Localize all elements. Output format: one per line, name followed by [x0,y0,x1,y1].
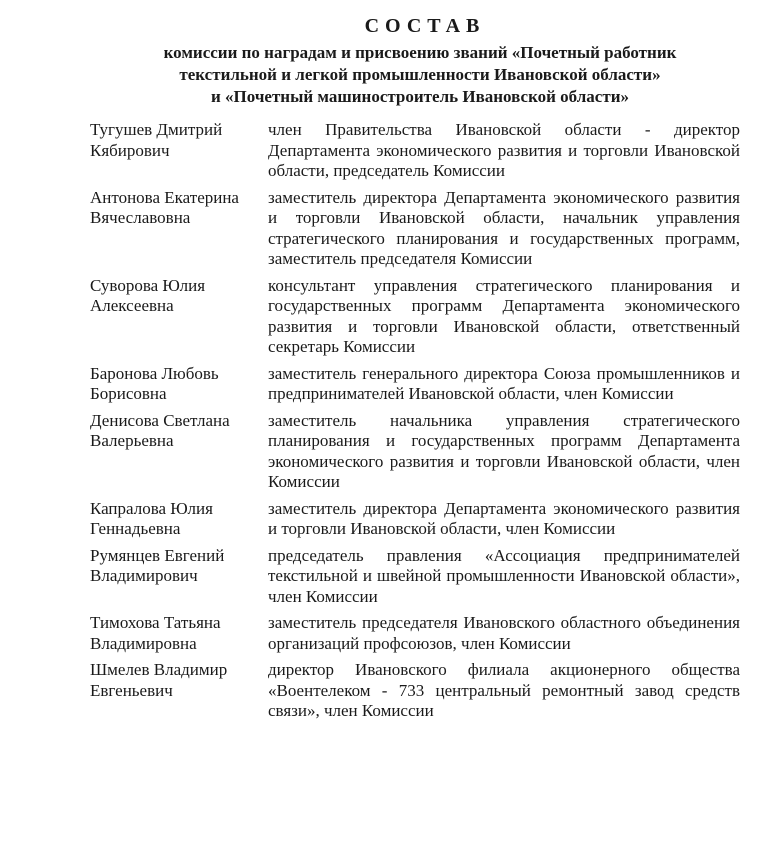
member-surname-first: Денисова Светлана [90,410,230,430]
member-name [90,411,268,452]
member-surname-first: Капралова Юлия [90,498,213,518]
member-name [90,613,268,654]
member-row [90,546,740,608]
member-patronymic: Евгеньевич [90,680,173,700]
member-row [90,276,740,358]
member-surname-first: Румянцев Евгений [90,545,225,565]
member-role: заместитель генерального директора Союза промышленников и предпринимателей Ивановской области, член Комиссии [268,363,740,403]
member-patronymic: Борисовна [90,384,167,403]
subtitle-line: комиссии по наградам и присвоению званий «Почетный работник [163,43,677,62]
member-patronymic: Кябирович [90,140,170,160]
member-name [90,276,268,317]
member-role: заместитель директора Департамента экономического развития и торговли Ивановской области, член Комиссии [268,498,740,538]
member-name [90,660,268,701]
document-subtitle [100,42,740,108]
member-surname-first: Тугушев Дмитрий [90,120,223,139]
member-surname-first: Суворова Юлия [90,275,206,295]
member-patronymic: Вячеславовна [90,208,191,227]
member-patronymic: Владимировна [90,633,197,653]
member-role: заместитель начальника управления стратегического планирования и государственных программ Департамента экономического развития и торговли Ивановской области, член Комиссии [268,410,740,491]
member-role: председатель правления «Ассоциация предпринимателей текстильной и швейной промышленности Ивановской области», член Комиссии [268,545,740,606]
member-name [90,188,268,229]
member-role: консультант управления стратегического планирования и государственных программ Департамента экономического развития и торговли Ивановской области, ответственный секретарь Комиссии [268,275,740,356]
member-row [90,411,740,493]
member-row [90,613,740,654]
member-name [90,499,268,540]
subtitle-line: и «Почетный машиностроитель Ивановской области» [211,87,629,106]
member-role: заместитель директора Департамента экономического развития и торговли Ивановской области, начальник управления стратегического планирования и государственных программ, заместитель председателя Комиссии [268,187,740,268]
member-patronymic: Алексеевна [90,296,174,315]
member-name [90,546,268,587]
member-patronymic: Геннадьевна [90,519,181,538]
member-role: заместитель председателя Ивановского областного объединения организаций профсоюзов, член Комиссии [268,613,740,653]
member-surname-first: Антонова Екатерина [90,187,239,207]
member-role: член Правительства Ивановской области - директор Департамента экономического развития и торговли Ивановской области, председатель Комиссии [268,120,740,180]
member-name [90,120,268,161]
member-patronymic: Владимирович [90,566,198,585]
member-name [90,364,268,405]
member-row [90,120,740,182]
member-role: директор Ивановского филиала акционерного общества «Воентелеком - 733 центральный ремонтный завод средств связи», член Комиссии [268,660,740,720]
document-title: СОСТАВ [364,15,486,37]
member-row [90,499,740,540]
member-surname-first: Тимохова Татьяна [90,613,221,632]
member-patronymic: Валерьевна [90,431,174,450]
members-list [90,120,740,722]
member-row [90,364,740,405]
member-row [90,660,740,722]
member-row [90,188,740,270]
subtitle-line: текстильной и легкой промышленности Ивановской области» [179,65,661,84]
member-surname-first: Баронова Любовь [90,363,219,383]
member-surname-first: Шмелев Владимир [90,660,228,679]
